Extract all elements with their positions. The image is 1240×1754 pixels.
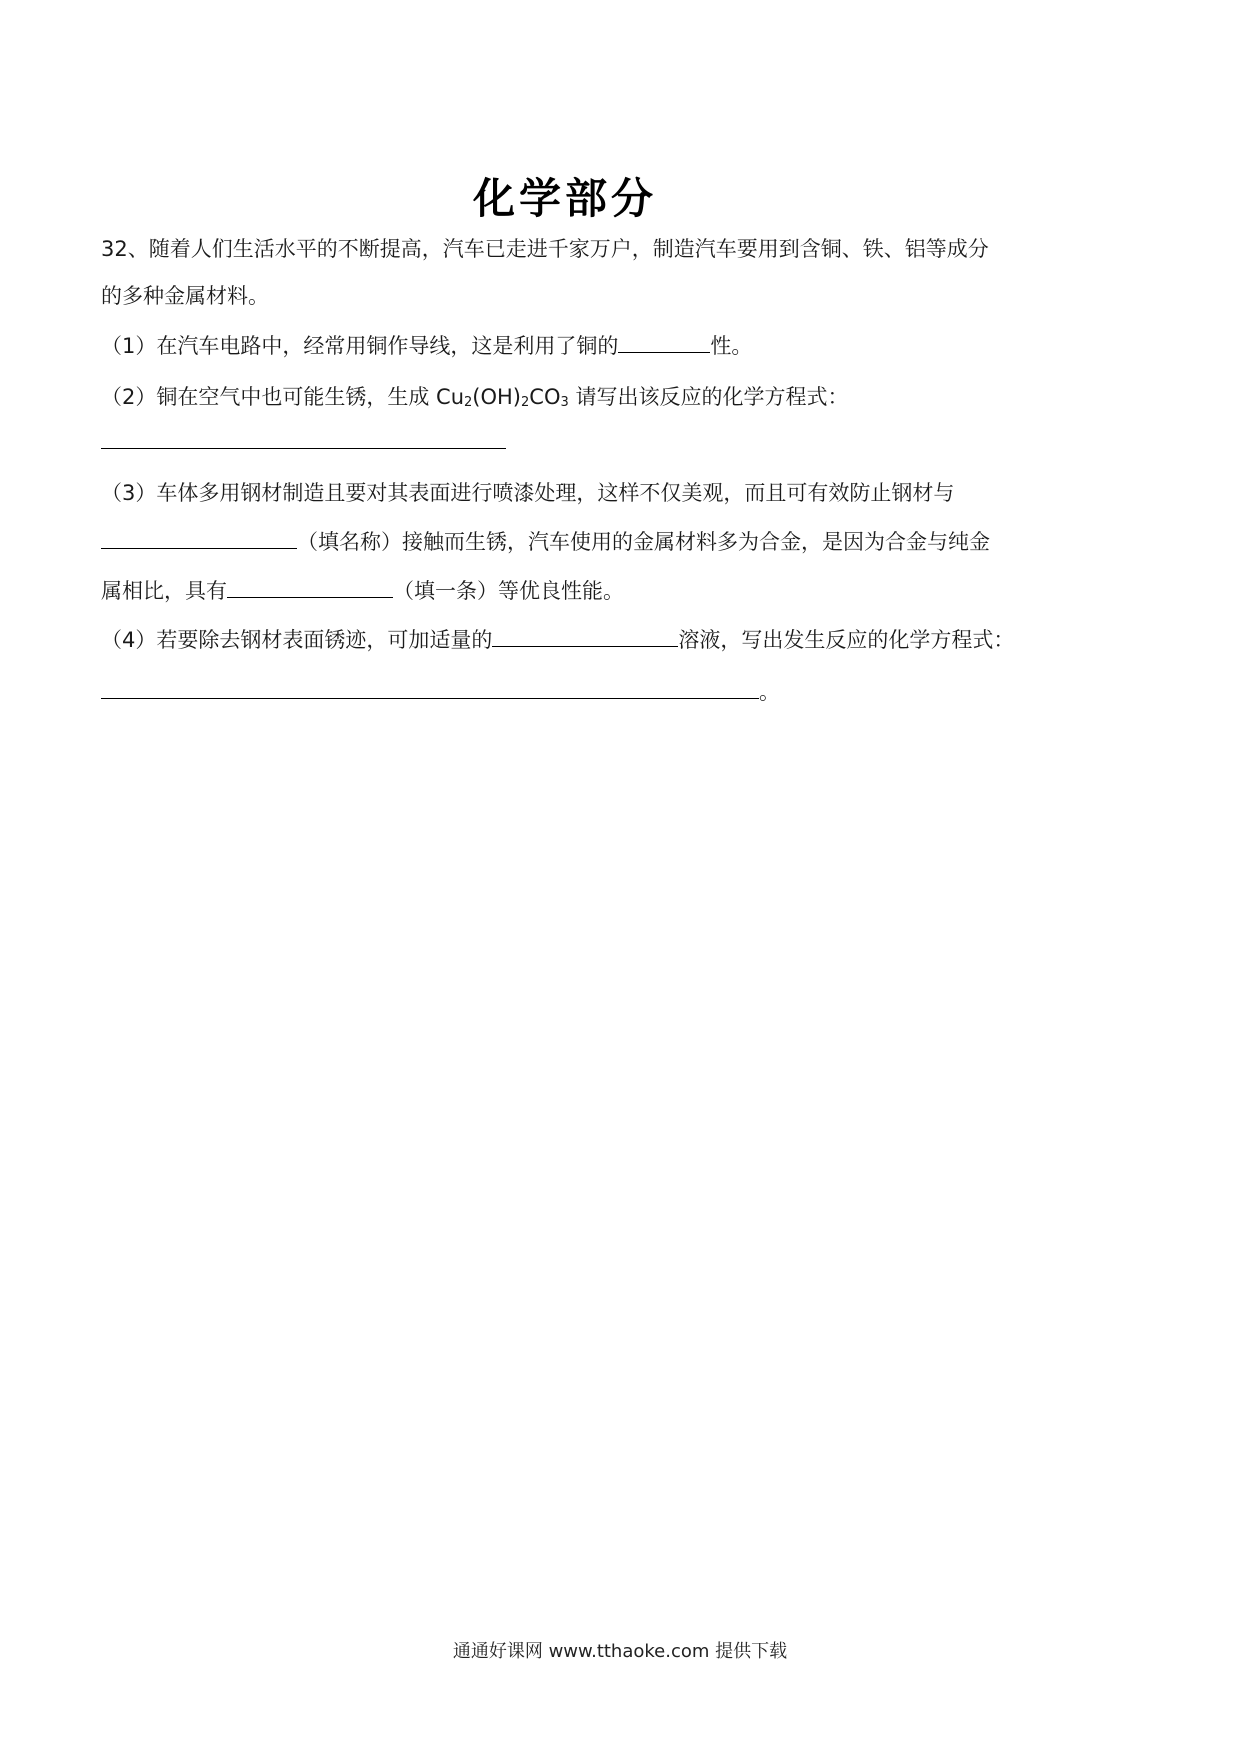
subscript: 3	[560, 395, 569, 410]
question-part3-line2	[101, 526, 990, 557]
page-title: 化学部分	[472, 174, 657, 223]
question-part3-line1: （3）车体多用钢材制造且要对其表面进行喷漆处理，这样不仅美观，而且可有效防止钢材与	[101, 481, 955, 505]
part4-suffix: 溶液，写出发生反应的化学方程式：	[678, 628, 1015, 652]
question-part4-answer-line	[101, 676, 780, 707]
subscript: 2	[521, 395, 530, 410]
question-part3-line3	[101, 575, 624, 606]
question-part1	[101, 330, 752, 361]
answer-blank-2[interactable]	[101, 447, 506, 449]
formula-part: (OH)	[472, 385, 522, 409]
answer-blank-1[interactable]	[618, 330, 710, 353]
answer-blank-5[interactable]	[492, 624, 678, 647]
part2-text: （2）铜在空气中也可能生锈，生成 Cu	[101, 385, 465, 409]
part3-suffix: （填一条）等优良性能。	[393, 579, 624, 603]
question-intro-line2: 的多种金属材料。	[101, 284, 269, 308]
period: 。	[759, 680, 780, 704]
answer-blank-4[interactable]	[227, 575, 393, 598]
part3-text: （填名称）接触而生锈，汽车使用的金属材料多为合金，是因为合金与纯金	[297, 530, 990, 554]
part1-suffix: 性。	[710, 334, 753, 358]
question-intro-line1: 32、随着人们生活水平的不断提高，汽车已走进千家万户，制造汽车要用到含铜、铁、铝等成分	[101, 237, 989, 261]
formula-part: CO	[529, 385, 561, 409]
answer-blank-6[interactable]	[101, 676, 759, 699]
part3-text: 属相比，具有	[101, 579, 227, 603]
part4-text: （4）若要除去钢材表面锈迹，可加适量的	[101, 628, 493, 652]
answer-blank-3[interactable]	[101, 526, 297, 549]
part1-text: （1）在汽车电路中，经常用铜作导线，这是利用了铜的	[101, 334, 619, 358]
part2-suffix: 请写出该反应的化学方程式：	[568, 385, 849, 409]
footer-source: 通通好课网 www.tthaoke.com 提供下载	[452, 1641, 788, 1662]
question-part4	[101, 624, 1014, 655]
question-part2	[101, 382, 848, 418]
subscript: 2	[464, 395, 473, 410]
